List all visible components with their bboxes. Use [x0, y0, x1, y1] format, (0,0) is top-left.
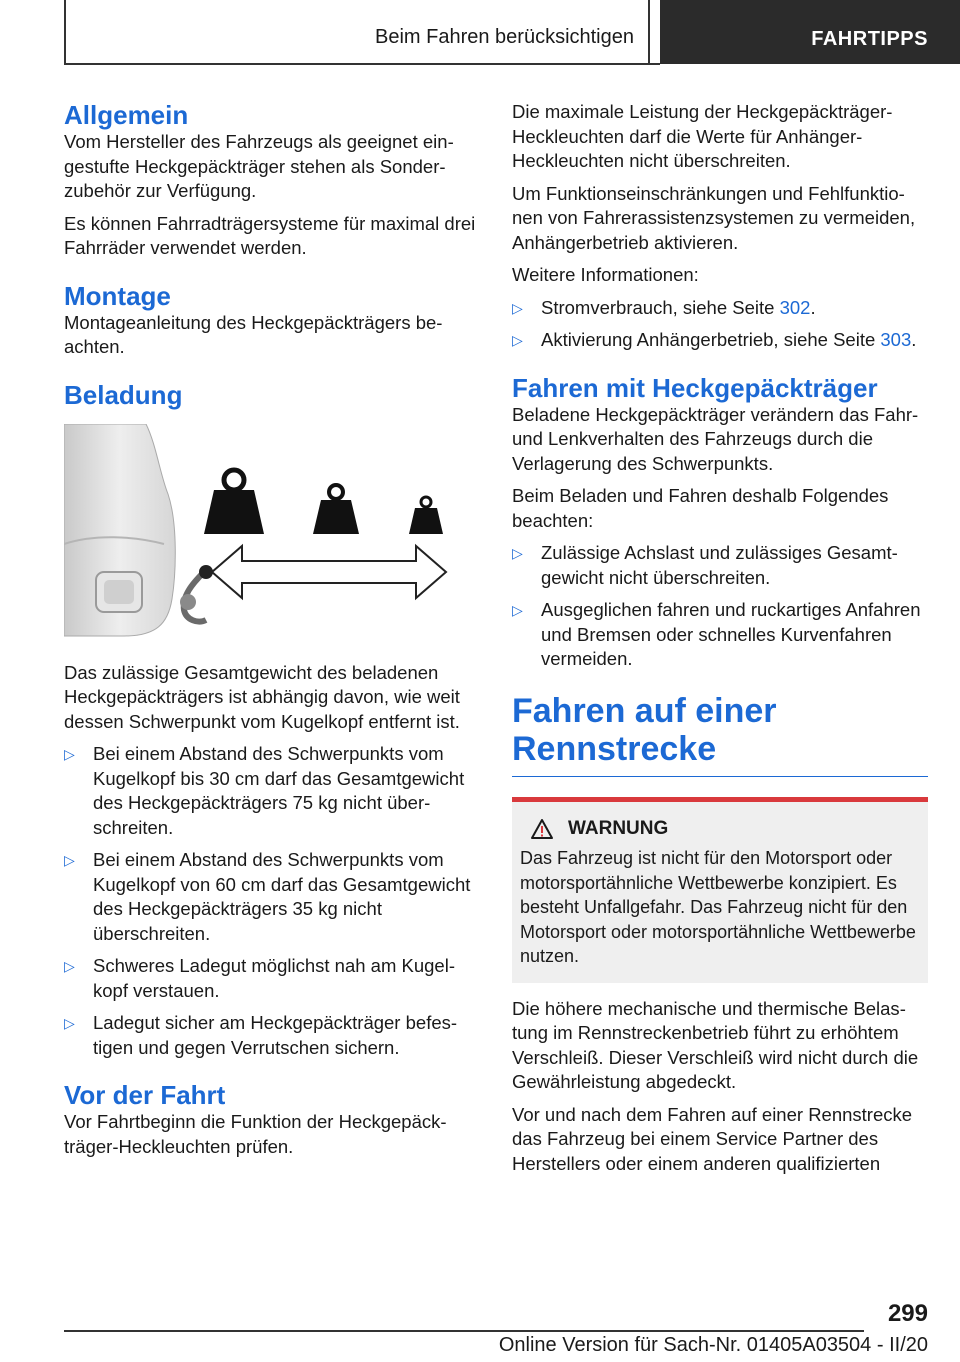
page-number: 299 — [887, 1300, 928, 1327]
right-paragraph-3: Weitere Informationen: — [512, 264, 699, 285]
triangle-right-icon: ▷ — [512, 299, 523, 316]
triangle-right-icon: ▷ — [64, 1015, 75, 1031]
load-distance-illustration — [64, 424, 480, 642]
montage-paragraph: Montageanleitung des Heckgepäckträgers beachten. — [64, 311, 443, 357]
triangle-right-icon: ▷ — [512, 602, 523, 618]
vorfahrt-paragraph: Vor Fahrtbeginn die Funktion der Heckgepäckträger-Heckleuchten prüfen. — [64, 1111, 447, 1157]
fahren-mit-paragraph-1: Beladene Heckgepäckträger verändern das Fahr- und Lenkverhalten des Fahrzeugs durch die Verlagerung des Schwerpunkts. — [512, 403, 919, 474]
allgemein-paragraph-2: Es können Fahrradträgersysteme für maximal drei Fahrräder verwendet werden. — [64, 212, 476, 258]
heading-montage: Montage — [64, 280, 171, 311]
right-paragraph-1: Die maximale Leistung der Heckgepäckträger-Heckleuchten darf die Werte für Anhänger-Heckleuchten nicht überschreiten. — [512, 101, 893, 171]
header-rule-bottom — [64, 63, 660, 65]
heading-beladung: Beladung — [64, 379, 183, 410]
header-section-title: Beim Fahren berücksichtigen — [374, 26, 634, 48]
weight-icon-large — [204, 470, 264, 534]
heading-allgemein: Allgemein — [64, 100, 189, 130]
info-list — [512, 296, 928, 353]
list-item: ▷ Zulässige Achslast und zulässiges Gesamtgewicht nicht überschreiten. — [512, 542, 898, 588]
heading-vor-der-fahrt: Vor der Fahrt — [64, 1080, 226, 1110]
beladung-paragraph: Das zulässige Gesamtgewicht des beladenen Heckgepäckträgers ist abhängig davon, wie weit dessen Schwerpunkt vom Kugelkopf entfernt ist. — [64, 661, 460, 732]
list-item: ▷ Bei einem Abstand des Schwerpunkts vom Kugelkopf von 60 cm darf das Gesamtgewicht des Heckgepäckträgers 35 kg nicht überschreiten. — [64, 849, 471, 944]
triangle-right-icon: ▷ — [64, 958, 75, 974]
right-paragraph-2: Um Funktionseinschränkungen und Fehlfunktionen von Fahrerassistenzsystemen zu vermeiden, Anhängerbetrieb aktivieren. — [512, 182, 916, 253]
rennstrecke-paragraph-1: Die höhere mechanische und thermische Belastung im Rennstreckenbetrieb führt zu erhöhtem Verschleiß. Dieser Verschleiß wird nicht durch die Gewährleistung abgedeckt. — [512, 997, 919, 1092]
allgemein-paragraph-1: Vom Hersteller des Fahrzeugs als geeignet eingestufte Heckgepäckträger stehen als Sonderzubehör zur Verfügung. — [64, 131, 454, 201]
header-chapter-label: FAHRTIPPS — [811, 28, 928, 50]
beladung-list — [64, 742, 480, 1060]
warning-box — [512, 797, 928, 983]
list-item: ▷ Stromverbrauch, siehe Seite 302. — [512, 296, 928, 321]
warning-triangle-icon — [530, 818, 554, 840]
list-item: ▷ Ausgeglichen fahren und ruckartiges Anfahren und Bremsen oder schnelles Kurvenfahren vermeiden. — [512, 599, 921, 669]
weight-icon-small — [409, 497, 443, 534]
warning-title: WARNUNG — [568, 818, 669, 839]
heading-fahren-auf-rennstrecke: Fahren auf einer Rennstrecke — [512, 691, 777, 768]
warning-text: Das Fahrzeug ist nicht für den Motorsport oder motorsportähnliche Wettbewerbe konzipiert. Es besteht Unfallgefahr. Das Fahrzeug nicht für den Motorsport oder motorsportähnliche Wettbewerbe nutzen. — [520, 848, 916, 966]
right-column — [512, 100, 928, 1184]
chapter-rule — [512, 776, 928, 778]
weight-icon-medium — [313, 485, 359, 534]
header-rule-divider — [648, 0, 650, 64]
footer-rule — [64, 1330, 864, 1332]
footer-online-version: Online Version für Sach-Nr. 01405A03504 - II/20 — [498, 1334, 928, 1356]
rennstrecke-paragraph-2: Vor und nach dem Fahren auf einer Rennstrecke das Fahrzeug bei einem Service Partner des Herstellers oder einem anderen qualifizierten — [512, 1103, 913, 1174]
list-item: ▷ Schweres Ladegut möglichst nah am Kugelkopf verstauen. — [64, 955, 455, 1001]
list-item: ▷ Ladegut sicher am Heckgepäckträger befestigen und gegen Verrutschen sichern. — [64, 1012, 458, 1058]
fahren-mit-paragraph-2: Beim Beladen und Fahren deshalb Folgendes beachten: — [512, 485, 889, 531]
triangle-right-icon: ▷ — [512, 545, 523, 561]
fahren-mit-list — [512, 541, 928, 672]
heading-fahren-mit-heckgepaecktraeger: Fahren mit Heckgepäckträger — [512, 372, 878, 403]
warning-header — [530, 818, 920, 840]
list-item: ▷ Aktivierung Anhängerbetrieb, siehe Seite 303. — [512, 328, 928, 353]
triangle-right-icon: ▷ — [64, 852, 75, 868]
page-link-303[interactable]: 303 — [880, 329, 912, 350]
left-column — [64, 100, 480, 1167]
page-link-302[interactable]: 302 — [779, 296, 811, 318]
list-item: ▷ Bei einem Abstand des Schwerpunkts vom Kugelkopf bis 30 cm darf das Gesamtgewicht des Heckgepäckträgers 75 kg nicht überschreiten. — [64, 743, 465, 838]
triangle-right-icon: ▷ — [512, 332, 523, 348]
distance-double-arrow — [212, 546, 446, 598]
triangle-right-icon: ▷ — [64, 746, 75, 762]
